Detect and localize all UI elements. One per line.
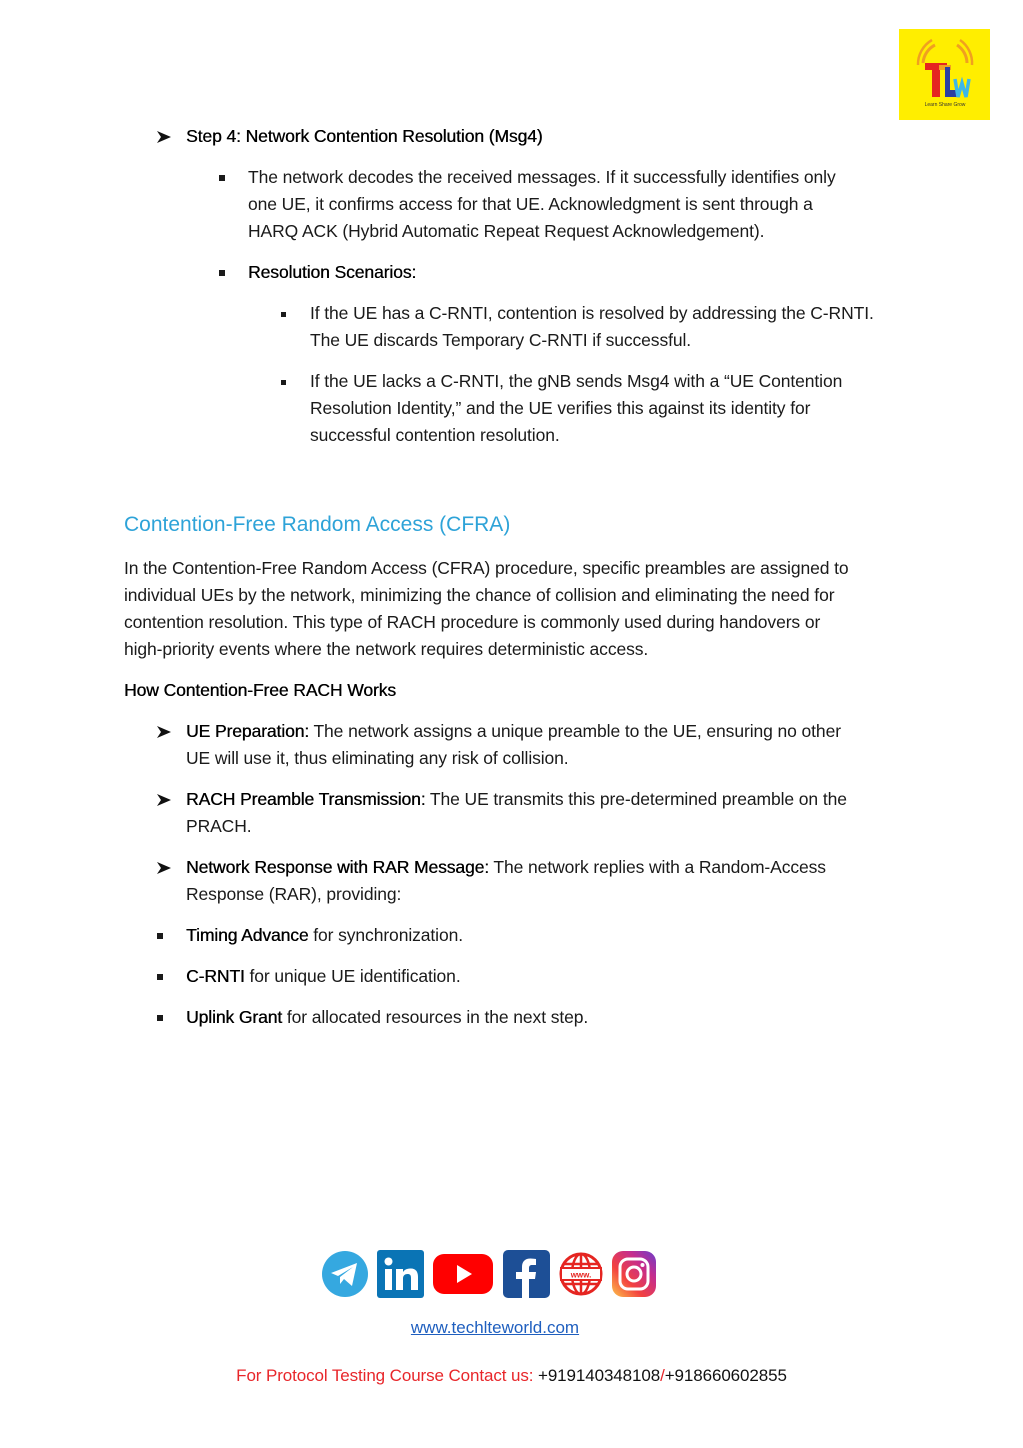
phone-separator: /: [660, 1366, 665, 1385]
rar-item: Timing Advance for synchronization.: [186, 925, 463, 945]
facebook-icon[interactable]: [503, 1250, 550, 1298]
small-square-bullet-icon: [281, 312, 286, 317]
rar-item: Uplink Grant for allocated resources in the next step.: [186, 1007, 589, 1027]
cfra-heading: Contention-Free Random Access (CFRA): [124, 513, 511, 536]
cfra-subheading: How Contention-Free RACH Works: [124, 680, 396, 700]
svg-text:Learn Share Grow: Learn Share Grow: [924, 101, 965, 108]
step4-description: The network decodes the received messages. If it successfully identifies only one UE, it confirms access for that UE. Acknowledgment is sent through a HARQ ACK (Hybrid Automatic Repeat Request Acknowledgement).: [248, 167, 836, 241]
website-link[interactable]: www.techlteworld.com: [410, 1318, 580, 1337]
square-bullet-icon: [157, 933, 163, 939]
rar-item: C-RNTI for unique UE identification.: [186, 966, 461, 986]
instagram-icon[interactable]: [611, 1250, 657, 1298]
contact-label: For Protocol Testing Course Contact us:: [236, 1366, 538, 1385]
telegram-icon[interactable]: [321, 1250, 369, 1298]
step4-title: Step 4: Network Contention Resolution (Msg4): [186, 126, 543, 146]
cfra-intro-paragraph: In the Contention-Free Random Access (CFRA) procedure, specific preambles are assigned to individual UEs by the network, minimizing the chance of collision and eliminating the need for contention resolution. This type of RACH procedure is commonly used during handovers or high-priority events where the network requires deterministic access.: [124, 558, 849, 659]
cfra-step-item: UE Preparation: The network assigns a unique preamble to the UE, ensuring no other UE will use it, thus eliminating any risk of collision.: [186, 721, 841, 768]
tlw-logo-icon: [905, 35, 985, 115]
small-square-bullet-icon: [281, 380, 286, 385]
youtube-icon[interactable]: [432, 1250, 494, 1298]
linkedin-icon[interactable]: [377, 1250, 424, 1298]
website-link-container: [0, 1318, 990, 1338]
arrow-bullet-icon: [156, 725, 172, 739]
svg-text:www.: www.: [570, 1270, 592, 1280]
scenario-item: If the UE lacks a C-RNTI, the gNB sends Msg4 with a “UE Contention Resolution Identity,” and the UE verifies this against its identity for successful contention resolution.: [310, 371, 843, 445]
square-bullet-icon: [219, 175, 225, 181]
square-bullet-icon: [219, 270, 225, 276]
contact-line: [0, 1362, 1023, 1389]
cfra-step-item: Network Response with RAR Message: The network replies with a Random-Access Response (RAR), providing:: [186, 857, 826, 904]
phone-1[interactable]: +919140348108: [538, 1366, 661, 1385]
cfra-step-item: RACH Preamble Transmission: The UE transmits this pre-determined preamble on the PRACH.: [186, 789, 847, 836]
website-icon[interactable]: [558, 1250, 604, 1298]
resolution-scenarios-label: Resolution Scenarios:: [248, 262, 417, 282]
square-bullet-icon: [157, 974, 163, 980]
square-bullet-icon: [157, 1015, 163, 1021]
phone-2[interactable]: +918660602855: [664, 1366, 787, 1385]
arrow-bullet-icon: [156, 793, 172, 807]
arrow-bullet-icon: [156, 861, 172, 875]
scenario-item: If the UE has a C-RNTI, contention is resolved by addressing the C-RNTI. The UE discards Temporary C-RNTI if successful.: [310, 303, 874, 350]
brand-logo: [899, 29, 990, 120]
arrow-bullet-icon: [156, 130, 172, 144]
